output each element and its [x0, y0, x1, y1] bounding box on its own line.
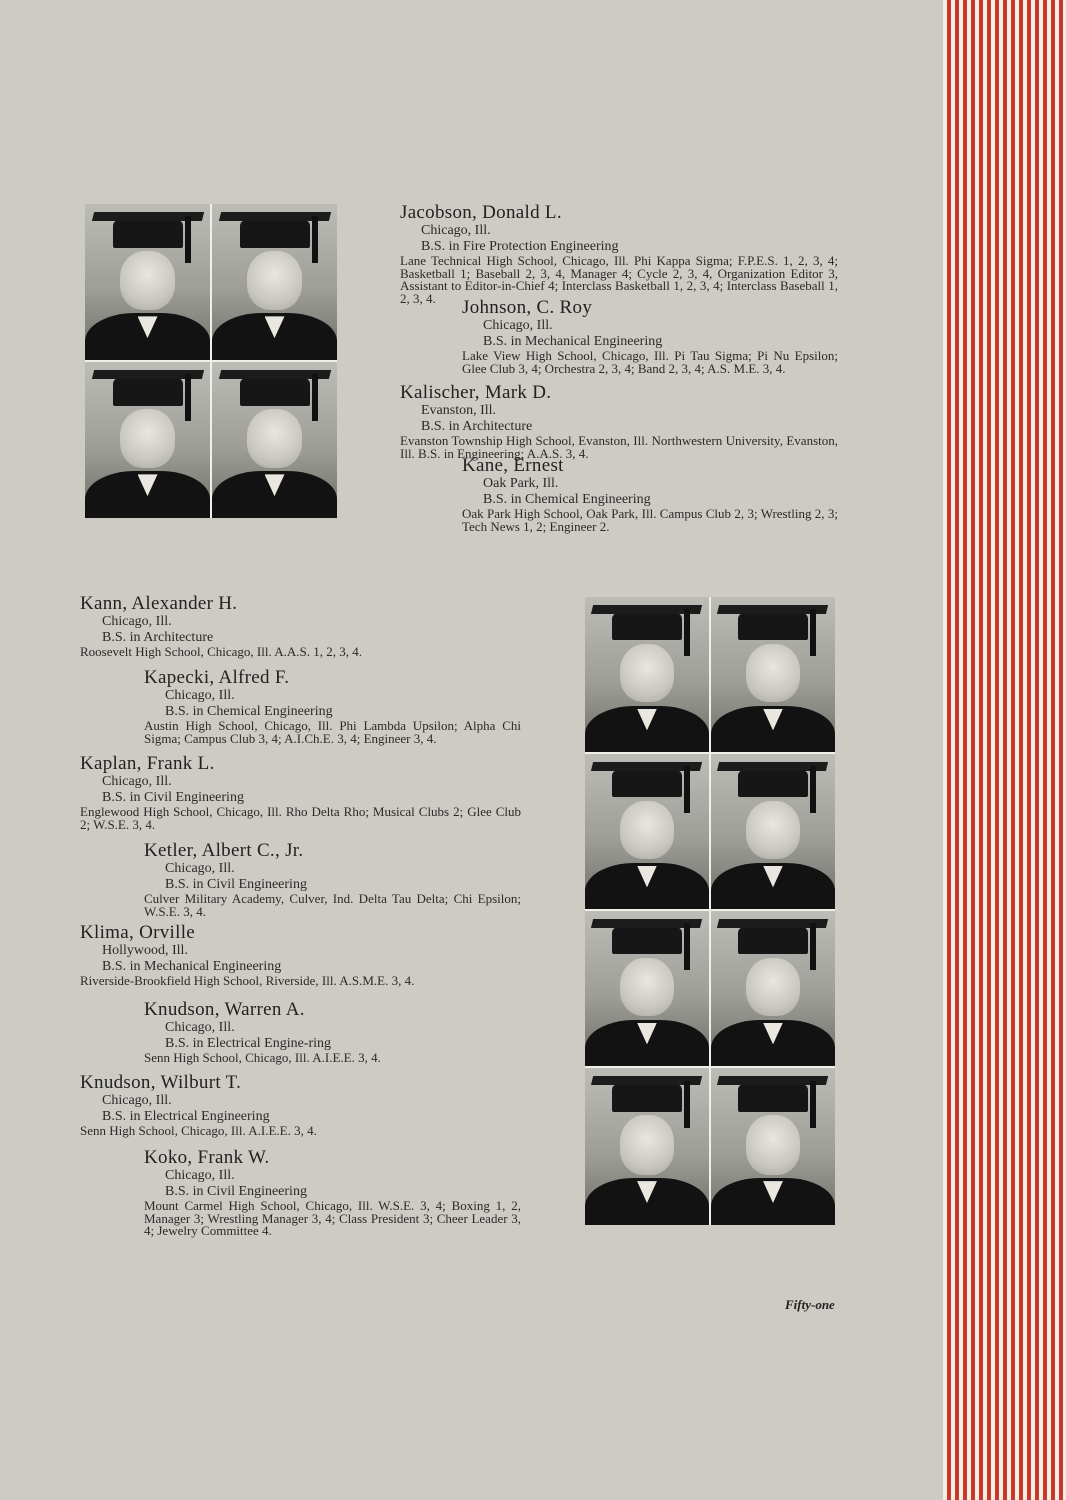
portrait-grid-bottom	[585, 597, 835, 1225]
student-city: Hollywood, Ill.	[102, 943, 188, 958]
student-name: Kalischer, Mark D.	[400, 382, 552, 403]
student-entry	[462, 456, 838, 533]
student-activities: Culver Military Academy, Culver, Ind. Delta Tau Delta; Chi Epsilon; W.S.E. 3, 4.	[144, 891, 521, 919]
student-activities: Lane Technical High School, Chicago, Ill. Phi Kappa Sigma; F.P.E.S. 1, 2, 3, 4; Basketball 1; Baseball 2, 3, 4, Manager 4; Cycle 2, 3, 4, Organization Editor 3, Assistant to Editor-in-Chief 4; Interclass Basketball 1, 2, 3, 4; Interclass Baseball 1, 2, 3, 4.	[400, 253, 838, 306]
student-degree: B.S. in Fire Protection Engineering	[421, 239, 619, 254]
student-name: Kane, Ernest	[462, 455, 564, 476]
student-activities: Riverside-Brookfield High School, Riverside, Ill. A.S.M.E. 3, 4.	[80, 973, 415, 988]
portrait-photo	[585, 911, 709, 1066]
student-city: Chicago, Ill.	[102, 774, 172, 789]
student-entry	[144, 1000, 521, 1065]
student-entry	[80, 1073, 521, 1138]
student-activities: Mount Carmel High School, Chicago, Ill. W.S.E. 3, 4; Boxing 1, 2, Manager 3; Wrestling Manager 3, 4; Class President 3; Cheer Leader 3, 4; Jewelry Committee 4.	[144, 1198, 521, 1238]
student-city: Chicago, Ill.	[102, 614, 172, 629]
student-name: Kann, Alexander H.	[80, 593, 238, 614]
portrait-photo	[585, 1068, 709, 1225]
student-activities: Roosevelt High School, Chicago, Ill. A.A.S. 1, 2, 3, 4.	[80, 644, 363, 659]
student-degree: B.S. in Electrical Engineering	[102, 1109, 270, 1124]
student-city: Chicago, Ill.	[165, 1020, 235, 1035]
student-activities: Oak Park High School, Oak Park, Ill. Campus Club 2, 3; Wrestling 2, 3; Tech News 1, 2; Engineer 2.	[462, 506, 838, 534]
student-entry	[80, 594, 520, 659]
student-degree: B.S. in Civil Engineering	[102, 790, 244, 805]
portrait-photo	[711, 597, 835, 752]
student-degree: B.S. in Architecture	[421, 419, 533, 434]
student-entry	[144, 668, 521, 745]
student-city: Chicago, Ill.	[165, 688, 235, 703]
student-name: Kapecki, Alfred F.	[144, 667, 290, 688]
portrait-photo	[585, 597, 709, 752]
student-degree: B.S. in Civil Engineering	[165, 1184, 307, 1199]
student-name: Johnson, C. Roy	[462, 297, 593, 318]
student-city: Chicago, Ill.	[483, 318, 553, 333]
portrait-photo	[85, 362, 210, 518]
student-name: Knudson, Warren A.	[144, 999, 305, 1020]
portrait-grid-top	[85, 204, 337, 518]
student-name: Knudson, Wilburt T.	[80, 1072, 242, 1093]
student-entry	[144, 1148, 521, 1238]
student-degree: B.S. in Architecture	[102, 630, 214, 645]
student-degree: B.S. in Mechanical Engineering	[102, 959, 282, 974]
decorative-stripe-border	[943, 0, 1066, 1500]
student-city: Chicago, Ill.	[165, 1168, 235, 1183]
student-activities: Austin High School, Chicago, Ill. Phi Lambda Upsilon; Alpha Chi Sigma; Campus Club 3, 4; A.I.Ch.E. 3, 4; Engineer 3, 4.	[144, 718, 521, 746]
student-degree: B.S. in Chemical Engineering	[483, 492, 651, 507]
page-number: Fifty-one	[785, 1297, 835, 1312]
student-activities: Englewood High School, Chicago, Ill. Rho Delta Rho; Musical Clubs 2; Glee Club 2; W.S.E. 3, 4.	[80, 804, 521, 832]
student-city: Evanston, Ill.	[421, 403, 497, 418]
student-activities: Senn High School, Chicago, Ill. A.I.E.E. 3, 4.	[144, 1050, 381, 1065]
portrait-photo	[212, 204, 337, 360]
student-degree: B.S. in Chemical Engineering	[165, 704, 333, 719]
student-entry	[400, 203, 838, 305]
student-city: Chicago, Ill.	[165, 861, 235, 876]
student-city: Chicago, Ill.	[102, 1093, 172, 1108]
portrait-photo	[85, 204, 210, 360]
student-name: Kaplan, Frank L.	[80, 753, 215, 774]
student-name: Koko, Frank W.	[144, 1147, 270, 1168]
student-activities: Senn High School, Chicago, Ill. A.I.E.E. 3, 4.	[80, 1123, 317, 1138]
student-entry	[400, 383, 838, 460]
student-name: Klima, Orville	[80, 922, 196, 943]
student-entry	[80, 754, 521, 831]
portrait-photo	[711, 1068, 835, 1225]
portrait-photo	[585, 754, 709, 909]
student-degree: B.S. in Civil Engineering	[165, 877, 307, 892]
student-name: Jacobson, Donald L.	[400, 202, 562, 223]
student-entry	[144, 841, 521, 918]
student-entry	[80, 923, 521, 988]
portrait-photo	[711, 754, 835, 909]
student-entry	[462, 298, 838, 375]
student-city: Chicago, Ill.	[421, 223, 491, 238]
student-activities: Evanston Township High School, Evanston, Ill. Northwestern University, Evanston, Ill. B.S. in Engineering; A.A.S. 3, 4.	[400, 433, 838, 461]
student-city: Oak Park, Ill.	[483, 476, 559, 491]
student-name: Ketler, Albert C., Jr.	[144, 840, 304, 861]
portrait-photo	[212, 362, 337, 518]
student-activities: Lake View High School, Chicago, Ill. Pi Tau Sigma; Pi Nu Epsilon; Glee Club 3, 4; Orchestra 2, 3, 4; Band 2, 3, 4; A.S. M.E. 3, 4.	[462, 348, 838, 376]
student-degree: B.S. in Mechanical Engineering	[483, 334, 663, 349]
student-degree: B.S. in Electrical Engine-ring	[165, 1036, 332, 1051]
portrait-photo	[711, 911, 835, 1066]
